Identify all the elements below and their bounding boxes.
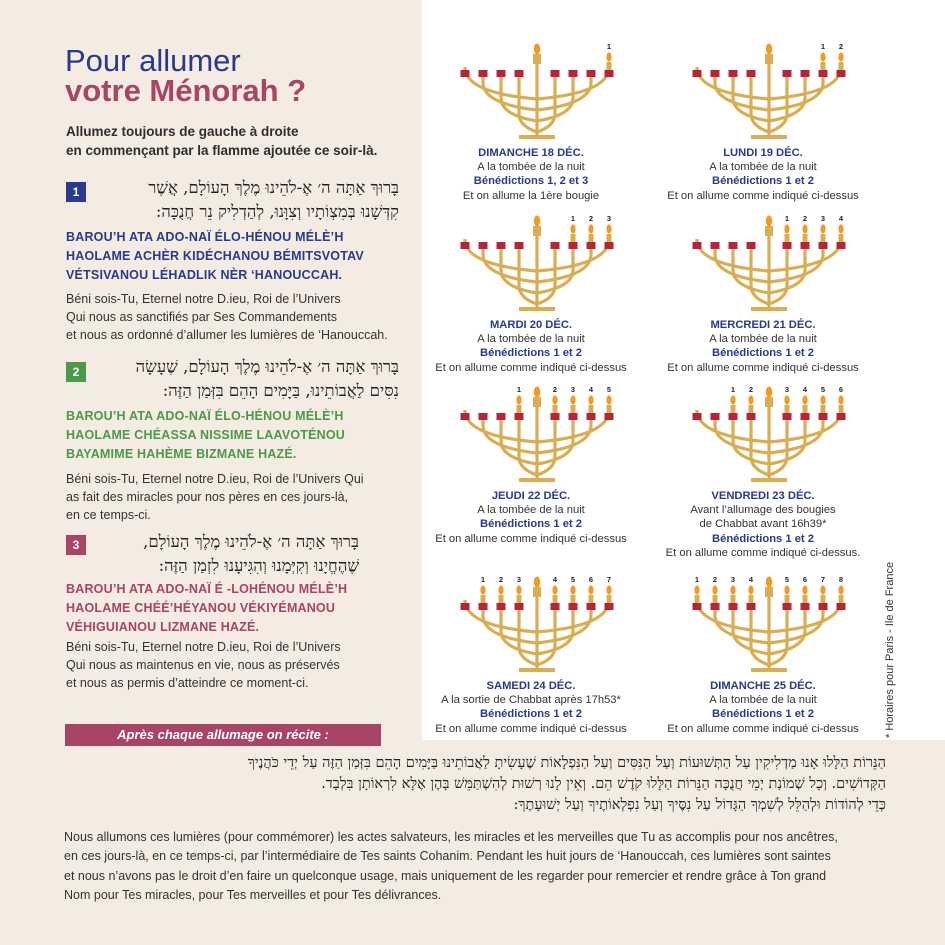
candle-cup	[711, 242, 720, 249]
candle-number: 3	[784, 385, 790, 394]
candle-cup	[569, 242, 578, 249]
candle	[607, 595, 612, 603]
menorah-icon	[411, 212, 651, 320]
candle-cup	[605, 603, 614, 610]
schedule-date: VENDREDI 23 DÉC.	[711, 490, 815, 502]
schedule-instruction: Et on allume la 1ère bougie	[462, 189, 600, 202]
candle-cup	[461, 242, 470, 249]
schedule-caption	[411, 679, 651, 736]
candle-cup	[479, 70, 488, 77]
candle-cup	[569, 413, 578, 420]
blessing-2-badge: 2	[66, 362, 86, 382]
blessing-2-french: as fait des miracles pour nos pères en ces jours-là,	[66, 490, 349, 504]
candle-flame	[570, 395, 575, 404]
candle-number: 1	[694, 575, 700, 584]
menorah-icon	[643, 40, 883, 148]
blessing-3-hebrew-line: בָּרוּךְ אַתָּה ה׳ אֶ-לֹהֵינוּ מֶלֶךְ הָעוֹלָם,	[143, 532, 359, 551]
candle-flame	[552, 585, 557, 594]
blessing-2-translit: HAOLAME CHÉASSA NISSIME LAAVOTÉNOU	[66, 428, 346, 442]
candle	[839, 595, 844, 603]
page-title-line2: votre Ménorah ?	[65, 73, 307, 108]
candle	[785, 595, 790, 603]
candle-cup	[747, 413, 756, 420]
candle	[821, 62, 826, 70]
shamash-candle	[533, 397, 541, 407]
candle-cup	[605, 413, 614, 420]
blessing-1-translit: HAOLAME ACHÈR KIDÉCHANOU BÉMITSVOTAV	[66, 249, 364, 263]
shamash-flame	[534, 216, 540, 227]
candle-number: 7	[820, 575, 826, 584]
menorah-base	[519, 478, 555, 482]
candle-flame	[784, 224, 789, 233]
candle-number: 2	[838, 42, 844, 51]
candle-flame	[588, 224, 593, 233]
candle-cup	[801, 603, 810, 610]
blessing-2-french: en ce temps-ci.	[66, 508, 151, 522]
side-note: * Horaires pour Paris - Ile de France	[884, 561, 896, 738]
candle-cup	[837, 242, 846, 249]
candle-flame	[516, 585, 521, 594]
candle-flame	[820, 224, 825, 233]
candle-cup	[497, 242, 506, 249]
menorah-base	[751, 135, 787, 139]
candle	[839, 234, 844, 242]
candle-cup	[801, 70, 810, 77]
final-french-line: Nom pour Tes miracles, pour Tes merveilles et pour Tes délivrances.	[64, 887, 442, 902]
schedule-instruction: de Chabbat avant 16h39*	[699, 518, 827, 531]
candle	[607, 62, 612, 70]
candle-cup	[819, 242, 828, 249]
shamash-flame	[766, 577, 772, 588]
candle-cup	[693, 413, 702, 420]
recite-banner: Après chaque allumage on récite :	[65, 724, 381, 746]
candle-cup	[497, 603, 506, 610]
candle	[749, 405, 754, 413]
schedule-instruction: A la tombée de la nuit	[709, 694, 817, 707]
schedule-instruction: Et on allume comme indiqué ci-dessus	[667, 361, 859, 374]
candle-flame	[552, 395, 557, 404]
candle-cup	[783, 413, 792, 420]
schedule-caption	[411, 489, 651, 546]
candle-cup	[801, 242, 810, 249]
candle	[481, 595, 486, 603]
candle-number: 8	[838, 575, 844, 584]
candle-number: 1	[516, 385, 522, 394]
candle-flame	[570, 585, 575, 594]
blessing-1-hebrew-line: בָּרוּךְ אַתָּה ה׳ אֶ-לֹהֵינוּ מֶלֶךְ הָעוֹלָם, אֲשֶׁר	[148, 178, 399, 197]
candle-cup	[711, 70, 720, 77]
candle-cup	[801, 413, 810, 420]
menorah-base	[751, 307, 787, 311]
schedule-blessings: Bénédictions 1 et 2	[712, 347, 814, 360]
candle-number: 1	[730, 385, 736, 394]
candle	[785, 405, 790, 413]
candle-flame	[838, 585, 843, 594]
menorah-icon	[411, 573, 651, 681]
candle-flame	[498, 585, 503, 594]
candle-cup	[587, 603, 596, 610]
schedule-caption	[643, 679, 883, 736]
candle	[821, 595, 826, 603]
candle	[517, 595, 522, 603]
schedule-instruction: A la tombée de la nuit	[477, 333, 585, 346]
candle	[607, 234, 612, 242]
candle-cup	[479, 413, 488, 420]
candle-cup	[515, 413, 524, 420]
candle-cup	[783, 242, 792, 249]
candle	[571, 405, 576, 413]
candle-cup	[729, 603, 738, 610]
intro-text	[66, 122, 416, 160]
candle-flame	[748, 585, 753, 594]
intro-line: en commençant par la flamme ajoutée ce soir-là.	[66, 143, 378, 158]
candle-cup	[461, 603, 470, 610]
schedule-instruction: A la tombée de la nuit	[477, 161, 585, 174]
intro-line: Allumez toujours de gauche à droite	[66, 124, 299, 139]
blessing-3-french: Qui nous as maintenus en vie, nous as préservés	[66, 658, 340, 672]
schedule-blessings: Bénédictions 1 et 2	[712, 175, 814, 188]
menorah-icon	[411, 383, 651, 491]
menorah-base	[519, 135, 555, 139]
candle-flame	[606, 52, 611, 61]
schedule-date: DIMANCHE 25 DÉC.	[710, 680, 816, 692]
candle-number: 1	[784, 214, 790, 223]
blessing-2-french: Béni sois-Tu, Eternel notre D.ieu, Roi de l’Univers Qui	[66, 472, 364, 486]
candle-cup	[837, 413, 846, 420]
shamash-candle	[765, 587, 773, 597]
candle-cup	[551, 70, 560, 77]
candle-flame	[838, 224, 843, 233]
schedule-instruction: Et on allume comme indiqué ci-dessus	[667, 722, 859, 735]
candle	[571, 234, 576, 242]
blessing-3-french: Béni sois-Tu, Eternel notre D.ieu, Roi de l’Univers	[66, 640, 341, 654]
candle-number: 1	[606, 42, 612, 51]
shamash-candle	[765, 54, 773, 64]
candle-flame	[784, 585, 789, 594]
blessing-1-translit: BAROU’H ATA ADO-NAÏ ÉLO-HÉNOU MÉLÈ’H	[66, 230, 344, 244]
candle-cup	[479, 603, 488, 610]
candle-cup	[605, 242, 614, 249]
blessing-3-translit: BAROU’H ATA ADO-NAÏ É -LOHÉNOU MÉLÈ’H	[66, 582, 348, 596]
candle	[553, 405, 558, 413]
candle-flame	[730, 585, 735, 594]
candle-number: 4	[748, 575, 754, 584]
schedule-instruction: A la tombée de la nuit	[477, 504, 585, 517]
candle-cup	[819, 70, 828, 77]
candle-cup	[497, 70, 506, 77]
shamash-candle	[533, 587, 541, 597]
final-french-line: Nous allumons ces lumières (pour commémorer) les actes salvateurs, les miracles et les merveilles que Tu as accomplis pour nos ancêtres,	[64, 830, 838, 844]
final-french-line: et nous n’avons pas le droit d’en faire un quelconque usage, mais uniquement de les regarder pour remercier et rendre grâce à Ton grand	[64, 868, 827, 883]
menorah-base	[751, 478, 787, 482]
candle-number: 1	[480, 575, 486, 584]
menorah-base	[519, 307, 555, 311]
blessing-3-hebrew-line: שֶׁהֶחֱיָנוּ וְקִיְּמָנוּ וְהִגִּיעָנוּ לִזְמַן הַזֶּה:	[158, 556, 359, 575]
blessing-3-badge: 3	[66, 535, 86, 555]
schedule-blessings: Bénédictions 1 et 2	[480, 518, 582, 531]
shamash-flame	[766, 216, 772, 227]
final-hebrew-line: הַנֵּרוֹת הַלָּלוּ אָנוּ מַדְלִיקִין עַל הַתְּשׁוּעוֹת וְעַל הַנִּסִּים וְעַל הַנִּפְלָאוֹת שֶׁעָשִׂיתָ לַאֲבוֹתֵינוּ בַּיָּמִים הָהֵם בִּזְּמַן הַזֶּה עַל יְדֵי כֹּהֲנֶיךָ	[247, 755, 886, 771]
menorah-icon	[643, 573, 883, 681]
candle-number: 4	[588, 385, 594, 394]
menorah-base	[519, 668, 555, 672]
candle-flame	[516, 395, 521, 404]
candle-flame	[694, 585, 699, 594]
candle	[803, 405, 808, 413]
shamash-candle	[533, 226, 541, 236]
candle	[839, 405, 844, 413]
candle-cup	[747, 70, 756, 77]
final-hebrew-text	[64, 753, 886, 816]
candle-number: 3	[730, 575, 736, 584]
candle-flame	[802, 224, 807, 233]
shamash-flame	[534, 44, 540, 55]
schedule-instruction: Et on allume comme indiqué ci-dessus	[435, 361, 627, 374]
candle-flame	[712, 585, 717, 594]
candle-cup	[461, 413, 470, 420]
final-french-text	[64, 828, 884, 905]
final-hebrew-line: כְּדֵי לְהוֹדוֹת וּלְהַלֵּל לְשִׁמְךָ הַגָּדוֹל עַל נִסֶּיךָ וְעַל נִפְלְאוֹתֶיךָ וְעַל יְשׁוּעָתֶךָ:	[513, 797, 886, 813]
candle-cup	[729, 413, 738, 420]
blessing-2-hebrew-line: בָּרוּךְ אַתָּה ה׳ אֶ-לֹהֵינוּ מֶלֶךְ הָעוֹלָם, שֶׁעָשָׂה	[135, 357, 399, 376]
candle-cup	[461, 70, 470, 77]
blessing-1-french: et nous as ordonné d’allumer les lumières de ‘Hanouccah.	[66, 328, 388, 342]
candle-flame	[784, 395, 789, 404]
candle-cup	[783, 70, 792, 77]
candle	[821, 234, 826, 242]
candle-number: 1	[820, 42, 826, 51]
schedule-blessings: Bénédictions 1 et 2	[712, 708, 814, 721]
candle-number: 3	[570, 385, 576, 394]
candle-number: 5	[820, 385, 826, 394]
shamash-flame	[534, 387, 540, 398]
candle-number: 2	[588, 214, 594, 223]
candle	[589, 595, 594, 603]
candle	[821, 405, 826, 413]
candle-cup	[693, 70, 702, 77]
candle-cup	[783, 603, 792, 610]
schedule-instruction: Et on allume comme indiqué ci-dessus	[435, 722, 627, 735]
candle	[785, 234, 790, 242]
candle-cup	[497, 413, 506, 420]
candle-flame	[606, 585, 611, 594]
candle-cup	[837, 603, 846, 610]
candle-flame	[606, 395, 611, 404]
candle-cup	[747, 603, 756, 610]
candle-number: 6	[838, 385, 844, 394]
candle-cup	[587, 242, 596, 249]
candle-cup	[569, 70, 578, 77]
candle-cup	[551, 603, 560, 610]
schedule-instruction: A la tombée de la nuit	[709, 333, 817, 346]
candle	[731, 595, 736, 603]
candle-number: 2	[802, 214, 808, 223]
candle-cup	[515, 603, 524, 610]
candle	[607, 405, 612, 413]
schedule-caption	[411, 318, 651, 375]
candle-cup	[479, 242, 488, 249]
candle-number: 2	[498, 575, 504, 584]
blessing-1-french: Béni sois-Tu, Eternel notre D.ieu, Roi de l’Univers	[66, 292, 341, 306]
page-title-line1: Pour allumer	[65, 43, 241, 78]
candle-number: 7	[606, 575, 612, 584]
candle	[839, 62, 844, 70]
candle-number: 6	[802, 575, 808, 584]
candle-number: 5	[606, 385, 612, 394]
candle-number: 2	[712, 575, 718, 584]
candle-flame	[748, 395, 753, 404]
candle	[749, 595, 754, 603]
candle	[803, 595, 808, 603]
candle-cup	[819, 413, 828, 420]
menorah-icon	[643, 383, 883, 491]
menorah-icon	[643, 212, 883, 320]
final-hebrew-line: הַקְּדוֹשִׁים. וְכָל שְׁמוֹנַת יְמֵי חֲנֻכָּה הַנֵּרוֹת הַלָּלוּ קֹדֶשׁ הֵם. וְאֵין לָנוּ רְשׁוּת לְהִשְׁתַּמֵּשׁ בָּהֶן אֶלָּא לִרְאוֹתָן בִּלְבָד.	[321, 776, 886, 792]
schedule-date: MARDI 20 DÉC.	[489, 319, 573, 331]
candle-flame	[802, 395, 807, 404]
schedule-blessings: Bénédictions 1 et 2	[480, 347, 582, 360]
blessing-1-translit: VÉTSIVANOU LÉHADLIK NÈR ‘HANOUCCAH.	[66, 268, 343, 282]
candle-cup	[729, 242, 738, 249]
schedule-instruction: Et on allume comme indiqué ci-dessus	[435, 532, 627, 545]
shamash-candle	[765, 397, 773, 407]
candle-flame	[606, 224, 611, 233]
final-french-line: en ces jours-là, en ce temps-ci, par l’intermédiaire de Tes saints Cohanim. Pendant les huit jours de ‘Hanouccah, ces lumières sont saintes	[64, 849, 831, 864]
shamash-candle	[765, 226, 773, 236]
blessing-1-hebrew-line: קִדְּשָׁנוּ בְּמִצְוֹתָיו וְצִוָּנוּ, לְהַדְלִיק נֵר חֲנֻכָּה:	[155, 202, 399, 221]
schedule-date: SAMEDI 24 DÉC.	[486, 680, 576, 692]
schedule-caption	[411, 146, 651, 203]
schedule-caption	[643, 318, 883, 375]
schedule-date: JEUDI 22 DÉC.	[491, 490, 571, 502]
candle	[499, 595, 504, 603]
candle-flame	[730, 395, 735, 404]
candle-flame	[588, 395, 593, 404]
candle-cup	[515, 70, 524, 77]
candle-flame	[820, 395, 825, 404]
candle	[517, 405, 522, 413]
schedule-caption	[643, 146, 883, 203]
menorah-base	[751, 668, 787, 672]
candle-flame	[820, 585, 825, 594]
candle-number: 3	[606, 214, 612, 223]
candle-number: 3	[820, 214, 826, 223]
shamash-flame	[766, 44, 772, 55]
schedule-instruction: A la tombée de la nuit	[709, 161, 817, 174]
candle-cup	[605, 70, 614, 77]
candle-cup	[587, 70, 596, 77]
candle	[695, 595, 700, 603]
schedule-date: DIMANCHE 18 DÉC.	[478, 147, 584, 159]
blessing-3-translit: VÉHIGUIANOU LIZMANE HAZÉ.	[66, 620, 260, 634]
candle	[803, 234, 808, 242]
schedule-blessings: Bénédictions 1 et 2	[712, 532, 814, 545]
blessing-3-translit: HAOLAME CHÉÉ’HÉYANOU VÉKIYÉMANOU	[66, 601, 336, 615]
candle-cup	[587, 413, 596, 420]
menorah-icon	[411, 40, 651, 148]
candle-number: 1	[570, 214, 576, 223]
candle-flame	[588, 585, 593, 594]
candle-cup	[693, 603, 702, 610]
shamash-candle	[533, 54, 541, 64]
schedule-instruction: Et on allume comme indiqué ci-dessus.	[665, 546, 861, 559]
candle-cup	[569, 603, 578, 610]
candle-number: 6	[588, 575, 594, 584]
blessing-1-french: Qui nous as sanctifiés par Ses Commandements	[66, 310, 337, 324]
blessing-2-hebrew-line: נִסִּים לַאֲבוֹתֵינוּ, בַּיָּמִים הָהֵם בִּזְּמַן הַזֶּה:	[162, 381, 399, 400]
candle-number: 4	[802, 385, 808, 394]
candle	[713, 595, 718, 603]
candle-cup	[551, 242, 560, 249]
candle-flame	[838, 52, 843, 61]
candle-number: 4	[838, 214, 844, 223]
candle-flame	[838, 395, 843, 404]
candle-flame	[802, 585, 807, 594]
candle-number: 2	[748, 385, 754, 394]
candle	[731, 405, 736, 413]
candle-flame	[820, 52, 825, 61]
candle	[589, 405, 594, 413]
candle	[571, 595, 576, 603]
candle-cup	[711, 413, 720, 420]
schedule-instruction: A la sortie de Chabbat après 17h53*	[441, 694, 621, 707]
blessing-2-translit: BAYAMIME HAHÈME BIZMANE HAZÉ.	[66, 447, 297, 461]
candle-cup	[711, 603, 720, 610]
blessing-2-translit: BAROU’H ATA ADO-NAÏ ÉLO-HÉNOU MÉLÈ’H	[66, 409, 344, 423]
schedule-date: MERCREDI 21 DÉC.	[710, 319, 816, 331]
candle	[589, 234, 594, 242]
blessing-3-french: et nous as permis d’atteindre ce moment-ci.	[66, 676, 309, 690]
schedule-blessings: Bénédictions 1, 2 et 3	[473, 175, 589, 188]
candle-cup	[515, 242, 524, 249]
shamash-flame	[534, 577, 540, 588]
candle	[553, 595, 558, 603]
candle-flame	[480, 585, 485, 594]
candle-cup	[551, 413, 560, 420]
candle-cup	[837, 70, 846, 77]
candle-number: 4	[552, 575, 558, 584]
blessing-1-badge: 1	[66, 182, 86, 202]
schedule-instruction: Avant l’allumage des bougies	[690, 504, 836, 517]
schedule-date: LUNDI 19 DÉC.	[723, 147, 803, 159]
candle-cup	[729, 70, 738, 77]
schedule-blessings: Bénédictions 1 et 2	[480, 708, 582, 721]
candle-cup	[819, 603, 828, 610]
candle-number: 5	[570, 575, 576, 584]
schedule-caption	[643, 489, 883, 560]
shamash-flame	[766, 387, 772, 398]
candle-number: 2	[552, 385, 558, 394]
candle-cup	[693, 242, 702, 249]
candle-cup	[747, 242, 756, 249]
candle-flame	[570, 224, 575, 233]
candle-number: 3	[516, 575, 522, 584]
candle-number: 5	[784, 575, 790, 584]
schedule-instruction: Et on allume comme indiqué ci-dessus	[667, 189, 859, 202]
